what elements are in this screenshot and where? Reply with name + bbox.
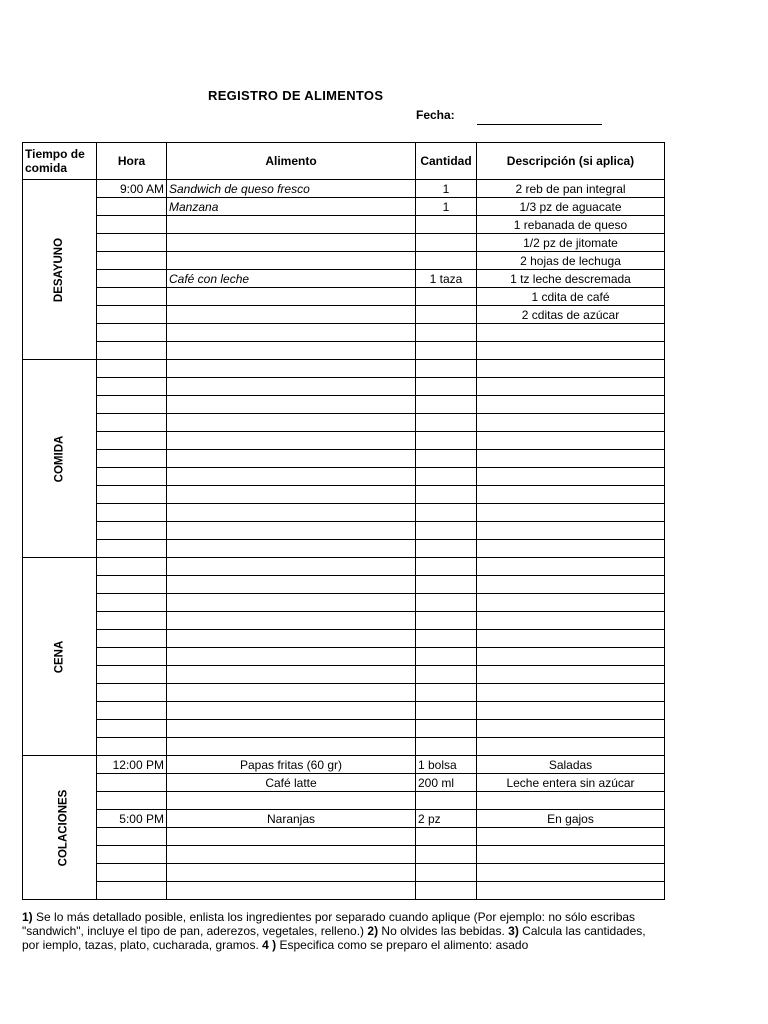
table-row bbox=[23, 882, 665, 900]
table-row bbox=[23, 378, 665, 396]
food-cell[interactable] bbox=[167, 450, 416, 468]
quantity-cell[interactable] bbox=[416, 702, 477, 720]
table-row bbox=[23, 864, 665, 882]
description-cell[interactable] bbox=[477, 792, 665, 810]
description-cell[interactable] bbox=[477, 684, 665, 702]
food-cell[interactable] bbox=[167, 342, 416, 360]
date-input-line[interactable] bbox=[477, 124, 602, 125]
time-cell[interactable] bbox=[97, 540, 167, 558]
table-row bbox=[23, 828, 665, 846]
table-row bbox=[23, 648, 665, 666]
quantity-cell[interactable] bbox=[416, 288, 477, 306]
description-cell[interactable] bbox=[477, 738, 665, 756]
time-cell[interactable] bbox=[97, 846, 167, 864]
table-row bbox=[23, 846, 665, 864]
time-cell[interactable] bbox=[97, 270, 167, 288]
quantity-cell[interactable] bbox=[416, 720, 477, 738]
note-number: 1) bbox=[22, 910, 37, 924]
time-cell[interactable] bbox=[97, 612, 167, 630]
quantity-cell[interactable] bbox=[416, 558, 477, 576]
quantity-cell[interactable] bbox=[416, 594, 477, 612]
food-cell[interactable] bbox=[167, 846, 416, 864]
description-cell[interactable] bbox=[477, 450, 665, 468]
food-cell[interactable] bbox=[167, 360, 416, 378]
food-cell[interactable]: Naranjas bbox=[167, 810, 416, 828]
description-cell[interactable] bbox=[477, 378, 665, 396]
quantity-cell[interactable]: 200 ml bbox=[416, 774, 477, 792]
food-cell[interactable] bbox=[167, 252, 416, 270]
quantity-cell[interactable] bbox=[416, 486, 477, 504]
table-row bbox=[23, 216, 665, 234]
quantity-cell[interactable]: 1 bbox=[416, 198, 477, 216]
description-cell[interactable] bbox=[477, 576, 665, 594]
food-cell[interactable] bbox=[167, 828, 416, 846]
description-cell[interactable] bbox=[477, 540, 665, 558]
food-cell[interactable] bbox=[167, 324, 416, 342]
time-cell[interactable] bbox=[97, 252, 167, 270]
note-text: Calcula las cantidades, por iemplo, tazas, plato, cucharada, gramos. bbox=[22, 924, 646, 952]
time-cell[interactable] bbox=[97, 882, 167, 900]
food-cell[interactable]: Sandwich de queso fresco bbox=[167, 180, 416, 198]
time-cell[interactable] bbox=[97, 630, 167, 648]
quantity-cell[interactable] bbox=[416, 666, 477, 684]
time-cell[interactable] bbox=[97, 648, 167, 666]
food-cell[interactable]: Café con leche bbox=[167, 270, 416, 288]
column-header-time: Hora bbox=[97, 143, 167, 180]
description-cell[interactable]: Leche entera sin azúcar bbox=[477, 774, 665, 792]
time-cell[interactable] bbox=[97, 504, 167, 522]
quantity-cell[interactable] bbox=[416, 234, 477, 252]
quantity-cell[interactable] bbox=[416, 576, 477, 594]
table-row bbox=[23, 324, 665, 342]
food-cell[interactable] bbox=[167, 432, 416, 450]
description-cell[interactable]: 1/2 pz de jitomate bbox=[477, 234, 665, 252]
description-cell[interactable] bbox=[477, 702, 665, 720]
food-cell[interactable] bbox=[167, 288, 416, 306]
time-cell[interactable] bbox=[97, 522, 167, 540]
time-cell[interactable] bbox=[97, 432, 167, 450]
food-cell[interactable] bbox=[167, 612, 416, 630]
meal-section-comida bbox=[23, 360, 97, 558]
date-label: Fecha: bbox=[416, 108, 455, 122]
time-cell[interactable] bbox=[97, 558, 167, 576]
food-cell[interactable] bbox=[167, 666, 416, 684]
time-cell[interactable] bbox=[97, 450, 167, 468]
description-cell[interactable] bbox=[477, 504, 665, 522]
description-cell[interactable] bbox=[477, 396, 665, 414]
time-cell[interactable] bbox=[97, 360, 167, 378]
table-row bbox=[23, 306, 665, 324]
table-row bbox=[23, 180, 665, 198]
time-cell[interactable]: 5:00 PM bbox=[97, 810, 167, 828]
description-cell[interactable] bbox=[477, 468, 665, 486]
time-cell[interactable] bbox=[97, 378, 167, 396]
description-cell[interactable] bbox=[477, 666, 665, 684]
food-cell[interactable] bbox=[167, 468, 416, 486]
description-cell[interactable] bbox=[477, 630, 665, 648]
food-cell[interactable] bbox=[167, 522, 416, 540]
time-cell[interactable] bbox=[97, 702, 167, 720]
description-cell[interactable] bbox=[477, 342, 665, 360]
column-header-quantity: Cantidad bbox=[416, 143, 477, 180]
table-row bbox=[23, 738, 665, 756]
quantity-cell[interactable] bbox=[416, 306, 477, 324]
description-cell[interactable] bbox=[477, 486, 665, 504]
quantity-cell[interactable] bbox=[416, 216, 477, 234]
description-cell[interactable] bbox=[477, 432, 665, 450]
quantity-cell[interactable]: 1 bbox=[416, 180, 477, 198]
quantity-cell[interactable] bbox=[416, 648, 477, 666]
table-row bbox=[23, 630, 665, 648]
table-row bbox=[23, 792, 665, 810]
food-cell[interactable] bbox=[167, 882, 416, 900]
description-cell[interactable] bbox=[477, 612, 665, 630]
table-row bbox=[23, 540, 665, 558]
description-cell[interactable] bbox=[477, 522, 665, 540]
quantity-cell[interactable] bbox=[416, 396, 477, 414]
column-header-description: Descripción (si aplica) bbox=[477, 143, 665, 180]
quantity-cell[interactable]: 1 taza bbox=[416, 270, 477, 288]
meal-section-label: COLACIONES bbox=[57, 789, 70, 867]
meal-section-colaciones bbox=[23, 756, 97, 900]
food-cell[interactable] bbox=[167, 486, 416, 504]
food-cell[interactable] bbox=[167, 558, 416, 576]
food-cell[interactable] bbox=[167, 414, 416, 432]
meal-section-label: CENA bbox=[53, 640, 66, 674]
description-cell[interactable] bbox=[477, 720, 665, 738]
quantity-cell[interactable] bbox=[416, 864, 477, 882]
quantity-cell[interactable] bbox=[416, 846, 477, 864]
time-cell[interactable] bbox=[97, 720, 167, 738]
description-cell[interactable]: 1/3 pz de aguacate bbox=[477, 198, 665, 216]
description-cell[interactable]: En gajos bbox=[477, 810, 665, 828]
quantity-cell[interactable] bbox=[416, 360, 477, 378]
table-row bbox=[23, 522, 665, 540]
table-row bbox=[23, 810, 665, 828]
quantity-cell[interactable] bbox=[416, 522, 477, 540]
food-cell[interactable]: Papas fritas (60 gr) bbox=[167, 756, 416, 774]
quantity-cell[interactable]: 1 bolsa bbox=[416, 756, 477, 774]
table-row bbox=[23, 414, 665, 432]
note-text: No olvides las bebidas. bbox=[381, 924, 509, 938]
table-row bbox=[23, 252, 665, 270]
table-row bbox=[23, 594, 665, 612]
food-cell[interactable] bbox=[167, 738, 416, 756]
description-cell[interactable] bbox=[477, 324, 665, 342]
time-cell[interactable] bbox=[97, 306, 167, 324]
table-row bbox=[23, 288, 665, 306]
note-text: Se lo más detallado posible, enlista los ingredientes por separado cuando aplique (Por ejemplo: no sólo escribas "sandwich", incluye el tipo de pan, aderezos, vegetales, relleno.) bbox=[22, 910, 636, 938]
table-row bbox=[23, 342, 665, 360]
time-cell[interactable] bbox=[97, 792, 167, 810]
quantity-cell[interactable] bbox=[416, 540, 477, 558]
description-cell[interactable]: 2 cditas de azúcar bbox=[477, 306, 665, 324]
description-cell[interactable] bbox=[477, 594, 665, 612]
time-cell[interactable] bbox=[97, 234, 167, 252]
quantity-cell[interactable] bbox=[416, 612, 477, 630]
quantity-cell[interactable] bbox=[416, 252, 477, 270]
quantity-cell[interactable] bbox=[416, 342, 477, 360]
table-row bbox=[23, 612, 665, 630]
food-cell[interactable] bbox=[167, 216, 416, 234]
description-cell[interactable]: 2 reb de pan integral bbox=[477, 180, 665, 198]
meal-section-desayuno bbox=[23, 180, 97, 360]
description-cell[interactable] bbox=[477, 846, 665, 864]
food-cell[interactable] bbox=[167, 630, 416, 648]
table-header-row bbox=[23, 143, 665, 180]
table-row bbox=[23, 684, 665, 702]
quantity-cell[interactable] bbox=[416, 414, 477, 432]
table-row bbox=[23, 360, 665, 378]
time-cell[interactable] bbox=[97, 288, 167, 306]
time-cell[interactable] bbox=[97, 828, 167, 846]
time-cell[interactable] bbox=[97, 666, 167, 684]
quantity-cell[interactable] bbox=[416, 432, 477, 450]
food-cell[interactable] bbox=[167, 306, 416, 324]
food-cell[interactable] bbox=[167, 648, 416, 666]
food-cell[interactable] bbox=[167, 792, 416, 810]
food-cell[interactable] bbox=[167, 864, 416, 882]
meal-section-label: COMIDA bbox=[53, 435, 66, 483]
table-row bbox=[23, 702, 665, 720]
time-cell[interactable] bbox=[97, 216, 167, 234]
description-cell[interactable] bbox=[477, 558, 665, 576]
table-row bbox=[23, 576, 665, 594]
food-cell[interactable] bbox=[167, 234, 416, 252]
column-header-food: Alimento bbox=[167, 143, 416, 180]
quantity-cell[interactable] bbox=[416, 882, 477, 900]
document-title: REGISTRO DE ALIMENTOS bbox=[208, 88, 384, 103]
table-row bbox=[23, 432, 665, 450]
time-cell[interactable]: 12:00 PM bbox=[97, 756, 167, 774]
time-cell[interactable] bbox=[97, 486, 167, 504]
table-row bbox=[23, 450, 665, 468]
description-cell[interactable]: Saladas bbox=[477, 756, 665, 774]
time-cell[interactable] bbox=[97, 198, 167, 216]
table-row bbox=[23, 198, 665, 216]
table-row bbox=[23, 270, 665, 288]
food-cell[interactable] bbox=[167, 720, 416, 738]
food-cell[interactable] bbox=[167, 540, 416, 558]
quantity-cell[interactable] bbox=[416, 630, 477, 648]
description-cell[interactable]: 1 tz leche descremada bbox=[477, 270, 665, 288]
description-cell[interactable] bbox=[477, 864, 665, 882]
time-cell[interactable] bbox=[97, 414, 167, 432]
food-cell[interactable]: Manzana bbox=[167, 198, 416, 216]
note-number: 4 ) bbox=[262, 938, 280, 952]
meal-section-label: DESAYUNO bbox=[53, 237, 66, 303]
column-header-meal-time: Tiempo de comida bbox=[23, 143, 97, 180]
table-row bbox=[23, 468, 665, 486]
table-row bbox=[23, 774, 665, 792]
food-cell[interactable] bbox=[167, 702, 416, 720]
table-row bbox=[23, 756, 665, 774]
table-row bbox=[23, 504, 665, 522]
food-cell[interactable] bbox=[167, 684, 416, 702]
table-row bbox=[23, 234, 665, 252]
quantity-cell[interactable] bbox=[416, 450, 477, 468]
quantity-cell[interactable] bbox=[416, 324, 477, 342]
quantity-cell[interactable] bbox=[416, 828, 477, 846]
description-cell[interactable] bbox=[477, 828, 665, 846]
time-cell[interactable]: 9:00 AM bbox=[97, 180, 167, 198]
meal-section-cena bbox=[23, 558, 97, 756]
description-cell[interactable]: 1 rebanada de queso bbox=[477, 216, 665, 234]
description-cell[interactable] bbox=[477, 360, 665, 378]
quantity-cell[interactable] bbox=[416, 378, 477, 396]
description-cell[interactable] bbox=[477, 882, 665, 900]
food-cell[interactable] bbox=[167, 576, 416, 594]
food-cell[interactable]: Café latte bbox=[167, 774, 416, 792]
time-cell[interactable] bbox=[97, 342, 167, 360]
description-cell[interactable]: 1 cdita de café bbox=[477, 288, 665, 306]
table-row bbox=[23, 666, 665, 684]
time-cell[interactable] bbox=[97, 396, 167, 414]
note-text: Especifica como se preparo el alimento: asado bbox=[279, 938, 529, 952]
quantity-cell[interactable] bbox=[416, 792, 477, 810]
food-cell[interactable] bbox=[167, 594, 416, 612]
time-cell[interactable] bbox=[97, 684, 167, 702]
time-cell[interactable] bbox=[97, 324, 167, 342]
table-row bbox=[23, 486, 665, 504]
table-row bbox=[23, 720, 665, 738]
time-cell[interactable] bbox=[97, 738, 167, 756]
food-cell[interactable] bbox=[167, 396, 416, 414]
quantity-cell[interactable] bbox=[416, 468, 477, 486]
time-cell[interactable] bbox=[97, 774, 167, 792]
time-cell[interactable] bbox=[97, 594, 167, 612]
note-number: 3) bbox=[508, 924, 523, 938]
quantity-cell[interactable] bbox=[416, 684, 477, 702]
quantity-cell[interactable] bbox=[416, 738, 477, 756]
description-cell[interactable] bbox=[477, 648, 665, 666]
quantity-cell[interactable]: 2 pz bbox=[416, 810, 477, 828]
description-cell[interactable] bbox=[477, 414, 665, 432]
quantity-cell[interactable] bbox=[416, 504, 477, 522]
time-cell[interactable] bbox=[97, 864, 167, 882]
table-row bbox=[23, 558, 665, 576]
food-log-table bbox=[22, 142, 665, 900]
food-cell[interactable] bbox=[167, 504, 416, 522]
note-number: 2) bbox=[367, 924, 382, 938]
description-cell[interactable]: 2 hojas de lechuga bbox=[477, 252, 665, 270]
time-cell[interactable] bbox=[97, 468, 167, 486]
instructions-notes bbox=[22, 910, 664, 952]
table-body bbox=[23, 180, 665, 900]
time-cell[interactable] bbox=[97, 576, 167, 594]
food-cell[interactable] bbox=[167, 378, 416, 396]
table-row bbox=[23, 396, 665, 414]
